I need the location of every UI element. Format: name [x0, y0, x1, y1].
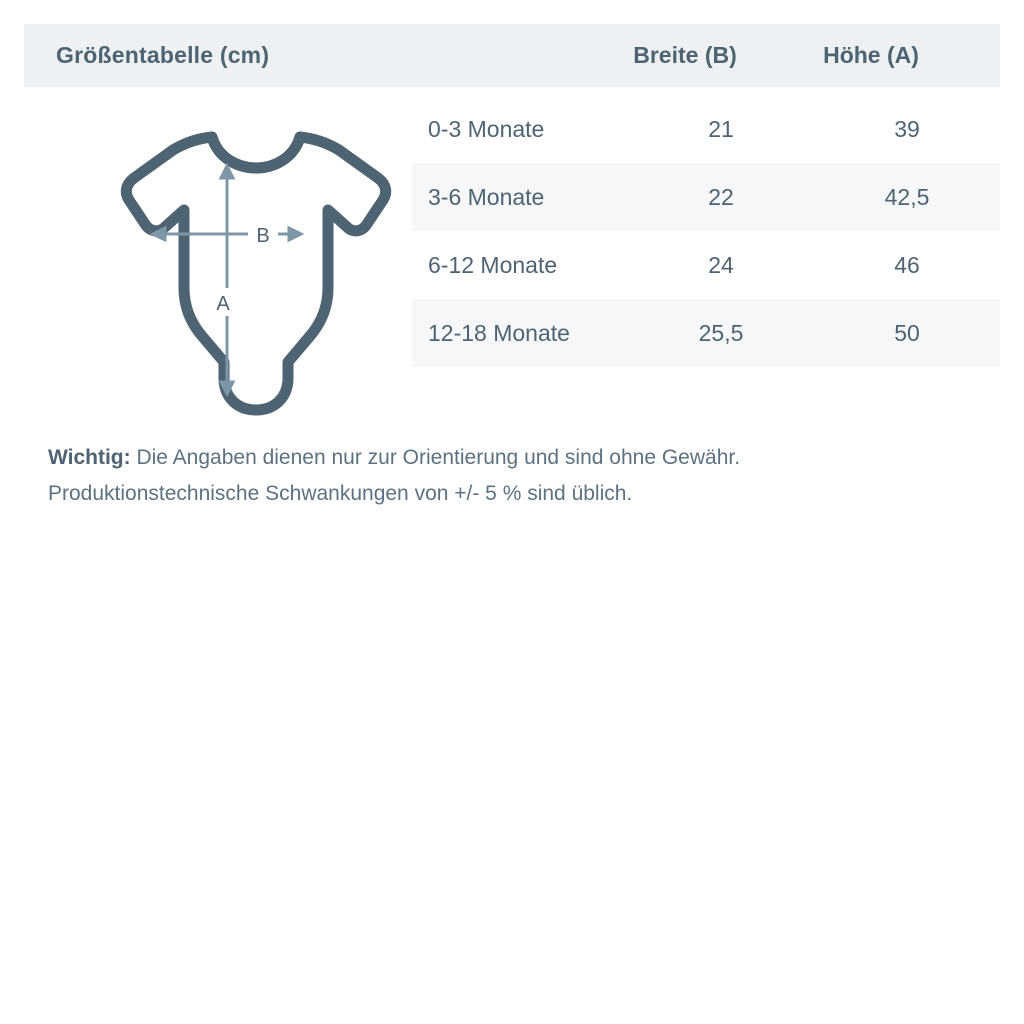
bodysuit-diagram: [60, 110, 400, 420]
table-header: [24, 24, 1000, 87]
cell-width: 24: [708, 251, 734, 278]
cell-width: 25,5: [698, 319, 744, 346]
label-height-a: A: [216, 293, 230, 315]
column-header-height: Höhe (A): [823, 42, 919, 68]
disclaimer-line-2: Produktionstechnische Schwankungen von +/- 5 % sind üblich.: [48, 482, 633, 505]
cell-size: 3-6 Monate: [428, 183, 545, 210]
disclaimer-line-1: Die Angaben dienen nur zur Orientierung und sind ohne Gewähr.: [130, 446, 741, 469]
cell-size: 0-3 Monate: [428, 115, 545, 142]
table-row: [412, 299, 1000, 367]
cell-size: 6-12 Monate: [428, 251, 558, 278]
page-title: Größentabelle (cm): [56, 42, 270, 68]
table-row: [412, 163, 1000, 231]
disclaimer-lead: Wichtig:: [48, 446, 131, 469]
cell-height: 39: [894, 115, 920, 142]
cell-size: 12-18 Monate: [428, 319, 570, 346]
column-header-width: Breite (B): [633, 42, 737, 68]
label-width-b: B: [256, 225, 270, 247]
disclaimer-note: [48, 440, 978, 512]
cell-height: 42,5: [884, 183, 930, 210]
cell-width: 22: [708, 183, 734, 210]
cell-height: 50: [894, 319, 920, 346]
cell-height: 46: [894, 251, 920, 278]
cell-width: 21: [708, 115, 734, 142]
table-row: [412, 231, 1000, 299]
table-row: [412, 95, 1000, 163]
size-table: [412, 95, 1000, 367]
